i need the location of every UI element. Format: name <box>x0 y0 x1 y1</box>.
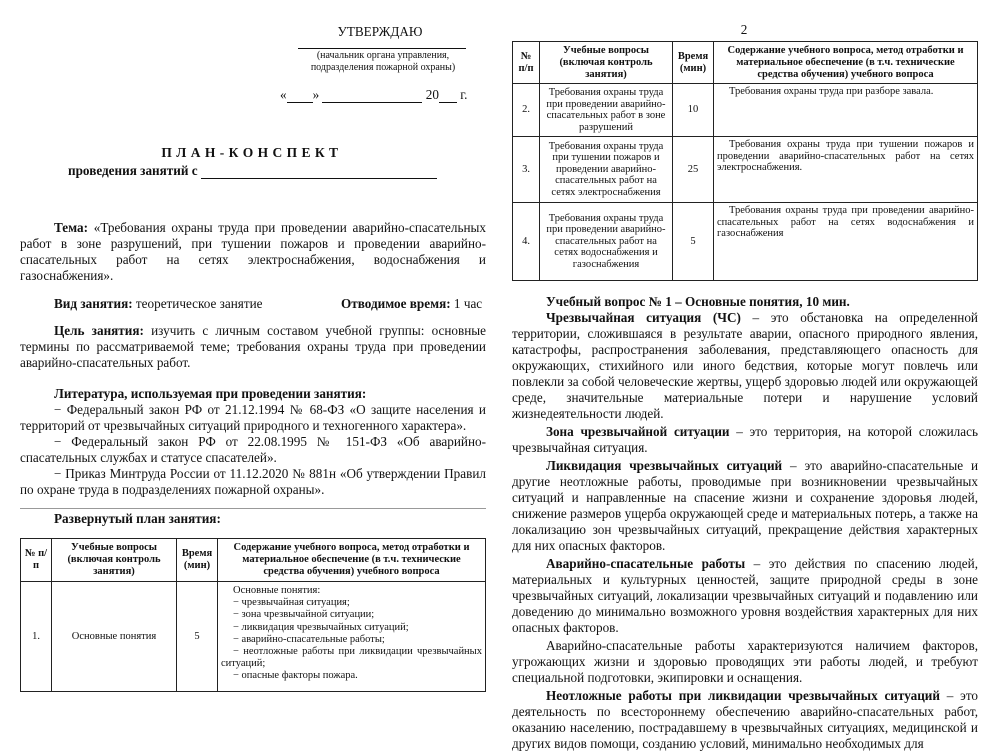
plan-table-continued <box>512 41 978 281</box>
row-time: 25 <box>673 137 714 203</box>
table-row <box>513 137 978 203</box>
definition-paragraph <box>512 688 978 752</box>
approver-caption-1: (начальник органа управления, <box>316 50 450 61</box>
table-row <box>513 84 978 137</box>
definition-term: Чрезвычайная ситуация (ЧС) <box>546 310 741 325</box>
plan-table <box>20 538 486 692</box>
definition-paragraph <box>512 638 978 686</box>
row-time: 10 <box>673 84 714 137</box>
left-page <box>0 0 500 739</box>
page-number: 2 <box>740 22 748 37</box>
row-question: Требования охраны труда при тушении пожаров и проведении аварийно-спасательных работ на сетях электроснабжения <box>540 137 673 203</box>
lesson-time-value: 1 час <box>453 296 483 311</box>
list-item: − неотложные работы при ликвидации чрезвычайных ситуаций; <box>221 646 482 670</box>
definition-paragraph <box>512 424 978 456</box>
definition-text: – это действия по спасению людей, материальных и культурных ценностей, защите природной среды в зоне чрезвычайных ситуаций, локализации чрезвычайных ситуаций и подавлению или доведению до минимально возможного уровня воздействия характерных для них опасных факторов. <box>512 556 978 635</box>
list-item: − аварийно-спасательные работы; <box>233 633 385 645</box>
table-row <box>21 582 486 692</box>
approver-signature-line <box>298 48 466 49</box>
lesson-type-value: теоретическое занятие <box>135 296 263 311</box>
col-time-header: Время (мин) <box>673 42 714 84</box>
literature-item-2: − Федеральный закон РФ от 22.08.1995 № 151-ФЗ «Об аварийно-спасательных службах и статусе спасателей». <box>20 434 486 465</box>
col-num-header: № п/п <box>21 539 52 582</box>
date-year-blank <box>439 86 457 103</box>
col-time-header: Время (мин) <box>177 539 218 582</box>
definition-text: – это деятельность по всестороннему обеспечению аварийно-спасательных работ, оказанию населению, пострадавшему в чрезвычайных ситуациях, медицинской и других видов помощи, созданию условий, минимально необходимых для <box>512 688 979 751</box>
definition-term: Зона чрезвычайной ситуации <box>546 424 730 439</box>
goal-paragraph <box>20 323 486 371</box>
plan-table-header <box>513 42 978 84</box>
literature-item-1: − Федеральный закон РФ от 21.12.1994 № 68-ФЗ «О защите населения и территорий от чрезвычайных ситуаций природного и техногенного характера». <box>20 402 486 433</box>
date-day-blank <box>287 86 313 103</box>
date-month-blank <box>322 86 422 103</box>
list-item: − зона чрезвычайной ситуации; <box>233 609 375 621</box>
row-num: 3. <box>513 137 540 203</box>
row-content <box>218 582 486 692</box>
section-divider <box>20 508 486 509</box>
goal-text: изучить с личным составом учебной группы: основные термины по рассматриваемой теме; требования охраны труда при проведении аварийно-спасательных работ. <box>20 323 486 370</box>
approve-heading: УТВЕРЖДАЮ <box>337 24 423 39</box>
plan-title: Развернутый план занятия: <box>54 511 221 526</box>
row-content: Требования охраны труда при тушении пожаров и проведении аварийно-спасательных работ на сетях электроснабжения. <box>714 137 978 203</box>
plan-table-header <box>21 539 486 582</box>
right-page <box>500 0 1000 751</box>
definition-text: Аварийно-спасательные работы характеризуются наличием факторов, угрожающих жизни и здоровью проводящих эти работы людей, и требуют специальной подготовки, экипировки и оснащения. <box>512 638 978 685</box>
document-subtitle <box>68 162 448 179</box>
row-time: 5 <box>673 203 714 281</box>
theme-text: «Требования охраны труда при проведении аварийно-спасательных работ в зоне разрушений, при тушении пожаров и проведении аварийно-спасательных работ на сетях электроснабжения, водоснабжения и газоснабжения». <box>20 220 487 283</box>
lesson-type-label: Вид занятия: <box>54 296 133 311</box>
lesson-time <box>341 296 491 312</box>
row-num: 1. <box>21 582 52 692</box>
lesson-type <box>54 296 294 312</box>
col-question-header: Учебные вопросы (включая контроль занятия) <box>540 42 673 84</box>
group-name-blank <box>201 162 437 179</box>
literature-title: Литература, используемая при проведении занятия: <box>54 386 367 401</box>
lesson-time-label: Отводимое время: <box>341 296 451 311</box>
goal-label: Цель занятия: <box>54 323 144 338</box>
col-content-header: Содержание учебного вопроса, метод отработки и материальное обеспечение (в т.ч. технические средства обучения) учебного вопроса <box>714 42 978 84</box>
row-content: Требования охраны труда при разборе завала. <box>714 84 978 137</box>
col-question-header: Учебные вопросы (включая контроль занятия) <box>52 539 177 582</box>
row-content: Требования охраны труда при проведении аварийно-спасательных работ на сетях водоснабжения и газоснабжения <box>714 203 978 281</box>
definition-text: – это аварийно-спасательные и другие неотложные работы, проводимые при возникновении чрезвычайных ситуаций и направленные на спасение жизни и сохранение здоровья людей, снижение размеров ущерба окружающей среде и материальных потерь, а также на локализацию зон чрезвычайных ситуаций, прекращение действия характерных для них опасных факторов. <box>512 458 978 553</box>
row-question: Требования охраны труда при проведении аварийно-спасательных работ на сетях водоснабжения и газоснабжения <box>540 203 673 281</box>
col-content-header: Содержание учебного вопроса, метод отработки и материальное обеспечение (в т.ч. технические средства обучения) учебного вопроса <box>218 539 486 582</box>
row-num: 2. <box>513 84 540 137</box>
content-list <box>221 585 482 683</box>
table-row <box>513 203 978 281</box>
definition-paragraph <box>512 556 978 636</box>
date-open-quote: « <box>280 87 287 102</box>
definition-text: – это территория, на которой сложилась чрезвычайная ситуация. <box>512 424 978 455</box>
definition-paragraph <box>512 458 978 554</box>
date-suffix: г. <box>460 87 468 102</box>
theme-paragraph <box>20 220 486 284</box>
list-item: − ликвидация чрезвычайных ситуаций; <box>233 621 409 633</box>
literature-item-3: − Приказ Минтруда России от 11.12.2020 № 881н «Об утверждении Правил по охране труда в подразделениях пожарной охраны». <box>20 466 486 497</box>
row-num: 4. <box>513 203 540 281</box>
theme-label: Тема: <box>54 220 89 235</box>
definition-term: Аварийно-спасательные работы <box>546 556 746 571</box>
approval-date <box>280 86 480 103</box>
subtitle-text: проведения занятий с <box>68 163 198 178</box>
content-head: Основные понятия: <box>233 585 321 596</box>
col-num-header: № п/п <box>513 42 540 84</box>
date-close-quote: » <box>312 87 320 102</box>
list-item: − чрезвычайная ситуация; <box>233 597 350 609</box>
list-item: − опасные факторы пожара. <box>233 670 358 682</box>
definition-paragraph <box>512 310 978 422</box>
document-title: П Л А Н - К О Н С П Е К Т <box>161 145 339 160</box>
date-year-prefix: 20 <box>425 87 439 102</box>
definition-term: Неотложные работы при ликвидации чрезвычайных ситуаций <box>546 688 941 703</box>
row-question: Основные понятия <box>52 582 177 692</box>
definition-term: Ликвидация чрезвычайных ситуаций <box>546 458 783 473</box>
row-question: Требования охраны труда при проведении аварийно-спасательных работ в зоне разрушений <box>540 84 673 137</box>
row-time: 5 <box>177 582 218 692</box>
definition-text: – это обстановка на определенной территории, сложившаяся в результате аварии, опасного природного явления, катастрофы, распространения заболевания, представляющего опасность для окружающих, стихийного или иного бедствия, которые могут повлечь или повлекли за собой человеческие жертвы, ущерб здоровью людей или окружающей среде, значительные материальные потери и нарушение условий жизнедеятельности людей. <box>512 310 978 421</box>
definitions-body <box>512 310 978 752</box>
question-1-title: Учебный вопрос № 1 – Основные понятия, 10 мин. <box>546 294 850 309</box>
approver-caption-2: подразделения пожарной охраны) <box>310 62 456 73</box>
